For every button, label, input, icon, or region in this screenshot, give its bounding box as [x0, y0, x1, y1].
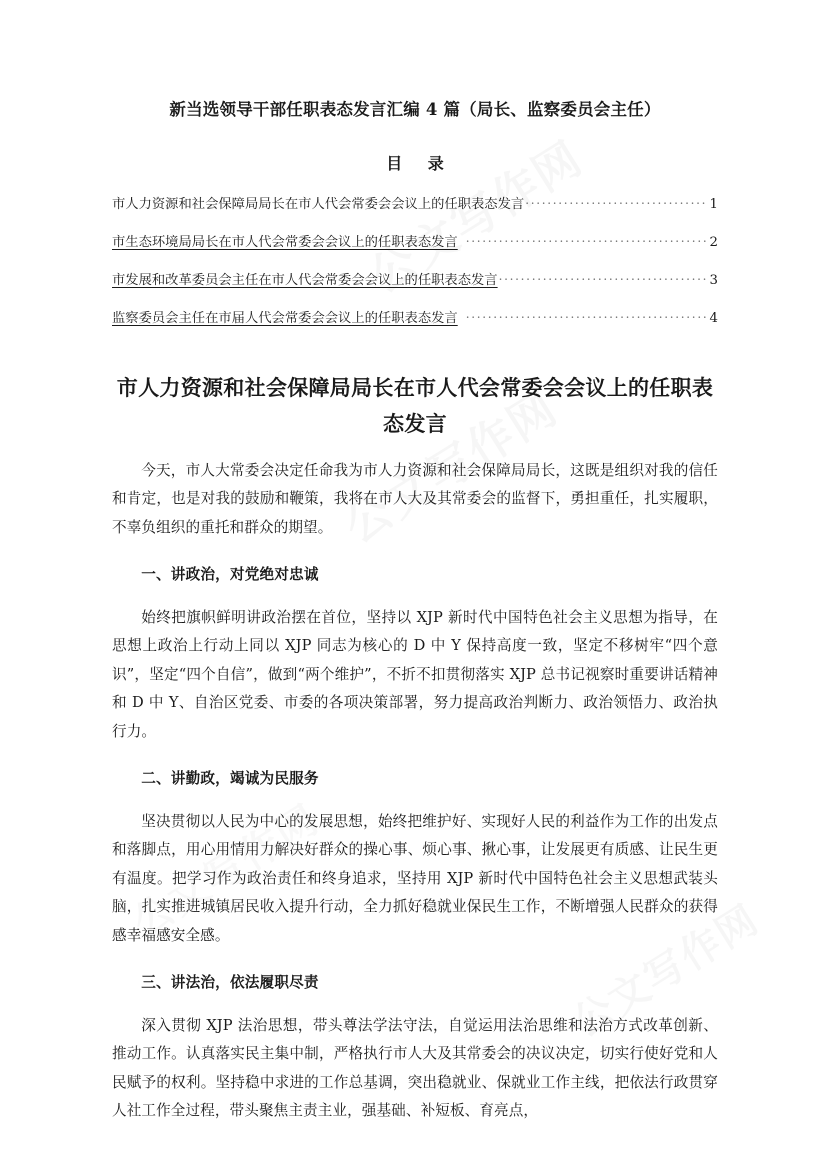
section-heading-3: 三、讲法治，依法履职尽责: [141, 974, 319, 992]
toc-entry-page: 3: [709, 272, 718, 288]
toc-entry-label: 市发展和改革委员会主任在市人代会常委会会议上的任职表态发言: [112, 272, 498, 288]
toc-dot-leader: [499, 275, 708, 287]
section-heading-2: 二、讲勤政，竭诚为民服务: [141, 770, 319, 788]
toc-entry-page: 1: [709, 196, 718, 212]
toc-entry[interactable]: [112, 272, 718, 290]
section-body-3: 深入贯彻 XJP 法治思想，带头尊法学法守法，自觉运用法治思维和法治方式改革创新、推动工作。认真落实民主集中制，严格执行市人大及其常委会的决议决定，切实行使好党和人民赋予的权利。坚持稳中求进的工作总基调，突出稳就业、保就业工作主线，把依法行政贯穿人社工作全过程，带头聚焦主责主业，强基础、补短板、育亮点，: [112, 1016, 718, 1120]
toc-dot-leader: [466, 237, 708, 249]
toc-dot-leader: [466, 313, 708, 325]
table-of-contents: [112, 174, 718, 328]
toc-entry[interactable]: [112, 234, 718, 252]
section-body-2: 坚决贯彻以人民为中心的发展思想，始终把维护好、实现好人民的利益作为工作的出发点和落脚点，用心用情用力解决好群众的操心事、烦心事、揪心事，让发展更有质感、让民生更有温度。把学习作为政治责任和终身追求，坚持用 XJP 新时代中国特色社会主义思想武装头脑，扎实推进城镇居民收入提升行动，全力抓好稳就业保民生工作，不断增强人民群众的获得感幸福感安全感。: [112, 812, 718, 944]
article-opening-paragraph: 今天，市人大常委会决定任命我为市人力资源和社会保障局局长，这既是组织对我的信任和肯定，也是对我的鼓励和鞭策，我将在市人大及其常委会的监督下，勇担重任，扎实履职，不辜负组织的重托和群众的期望。: [112, 461, 718, 536]
section-heading-1: 一、讲政治，对党绝对忠诚: [141, 566, 319, 584]
toc-entry-label: 监察委员会主任在市届人代会常委会会议上的任职表态发言: [112, 310, 458, 326]
toc-dot-leader: [525, 199, 707, 211]
toc-heading: 目 录: [386, 153, 454, 173]
toc-entry[interactable]: [112, 310, 718, 328]
toc-entry[interactable]: [112, 196, 718, 214]
section-body-1: 始终把旗帜鲜明讲政治摆在首位，坚持以 XJP 新时代中国特色社会主义思想为指导，在思想上政治上行动上同以 XJP 同志为核心的 D 中 Y 保持高度一致，坚定不移树牢“四个意识”，坚定“四个自信”，做到“两个维护”，不折不扣贯彻落实 XJP 总书记视察时重要讲话精神和 D 中 Y、自治区党委、市委的各项决策部署，努力提高政治判断力、政治领悟力、政治执行力。: [112, 608, 718, 740]
toc-entry-label: 市人力资源和社会保障局局长在市人代会常委会会议上的任职表态发言: [112, 196, 525, 212]
toc-entry-label: 市生态环境局局长在市人代会常委会会议上的任职表态发言: [112, 234, 458, 250]
toc-entry-page: 4: [709, 310, 718, 326]
document-title: 新当选领导干部任职表态发言汇编 4 篇（局长、监察委员会主任）: [169, 100, 661, 119]
article-title: 市人力资源和社会保障局局长在市人代会常委会会议上的任职表态发言: [116, 374, 714, 436]
toc-entry-page: 2: [709, 234, 718, 250]
